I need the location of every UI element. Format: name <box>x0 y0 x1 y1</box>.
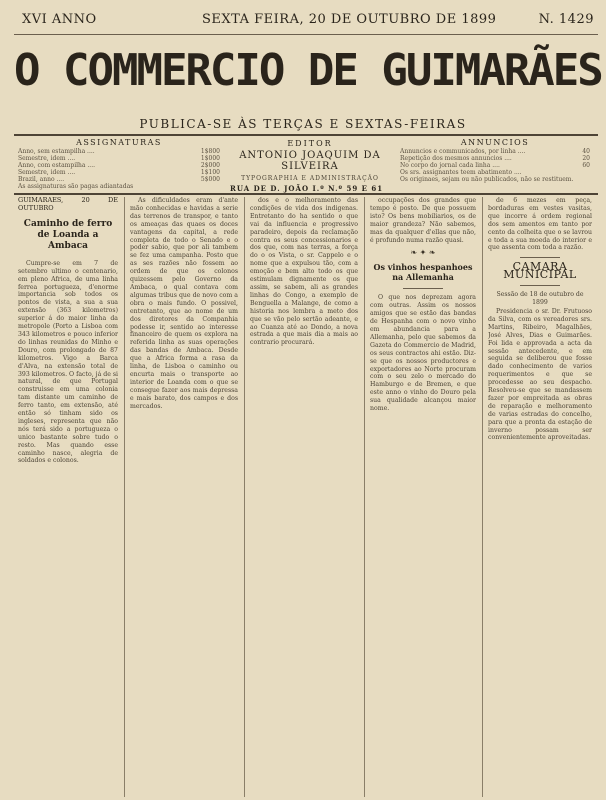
column-3 <box>250 197 358 795</box>
ads-line: No corpo do jornal cada linha .... 60 <box>400 162 590 169</box>
article-body: As dificuldades eram d'ante mão conhecidas e havidas a serie das terrenos de transpor, e tanto os ameaças das quaes os doces vantagens da capital, a rede completa de todo o Senado e o poder sabio, que por ali tambem se fez uma campanha. Posto que as ses razões não fossem ao ordem de que os colonos quizessem pelo Governo da Ambaca, o qual contava com algumas tribus que de novo com a obra o mais fundo. O possivel, entretanto, que ao nome de um dos diretores da Companhia podesse ir, sentido ao interesse financeiro de quem os explora na referida linha as suas operações das bandas de Ambaca. Desde que a Africa forma a rasa da linha, de Lisboa o caminho ou encurta mais o transporte ao interior de Loanda com o que se consegue fazer aos mais depressa e mais barato, dos campos e dos mercados. <box>130 197 238 410</box>
divider <box>14 193 598 195</box>
subscription-line: Anno, sem estampilha .... 1$800 <box>18 148 220 155</box>
issue-number: N. 1429 <box>538 12 594 27</box>
subscription-line: Semestre, idem .... 1$000 <box>18 155 220 162</box>
divider <box>520 257 560 258</box>
article-headline: Caminho de ferro de Loanda a Ambaca <box>23 218 113 251</box>
editor-label: EDITOR <box>287 139 333 148</box>
ads-note: Os originaes, sejam ou não publicados, não se restituem. <box>400 176 574 183</box>
column-separator <box>482 197 483 797</box>
subscription-note: As assignaturas são pagas adiantadas <box>18 183 134 190</box>
column-1 <box>18 197 118 795</box>
column-4 <box>370 197 476 795</box>
article-body: Cumpre-se em 7 de setembro ultimo o centenario, em pleno Africa, de uma linha ferrea portugueza, d'enorme importancia sob todos os pontos de vista, a sua a sua extensão (363 kilometros) superior á do maior linha da metropole (Porto a Lisboa com 343 kilometros e pouco inferior do linhas reunidas do Minho e Douro, com prolongado de 87 kilometros. Vigo a Barca d'Alva, na extensão total de 393 kilometros. O facto, já de si natural, de que Portugal construisse em uma colonia tam distante um caminho de ferro tanto, em extensão, até então só tinham sido os ingleses, representa que não nós terá sido a portugueza o unico bastante sobre tudo o resto. Mas quando esse caminho nasce, alegria de soldados e colonos. <box>18 259 118 465</box>
ads-line: Annuncios e communicados, por linha .... 40 <box>400 148 590 155</box>
editor-name: ANTONIO JOAQUIM DA SILVEIRA <box>239 150 381 172</box>
article-body: dos e o melhoramento das condições de vida dos indigenas. Entretanto do ha sentido o que vai da influencia e progressivo paradeiro, depois da reclamação contra os seus concessionarios e dos que, com nas terras, a força do o os Vista, o sr. Cappelo e o nome que a expulsou tão, com a emoção e bem alto todo os que estimulam dignamente os que assim, se sabem, ali as grandes linhas do Congo, a exemplo de Benguella a Malange, de como a historia nos lembra a meto dos que se vão pelo sertão adeante, e ao Cuanza até ao Dondo, a nova estrada a que mais dia a mais ao contrario procurará. <box>250 197 358 347</box>
column-separator <box>124 197 125 797</box>
article-body: occupações dos grandes que tempo é posto. De que possuem isto? Os bens mobiliarios, os de maior grandeza? Não sabemos, mas da qualquer d'ellas que não, é profundo numa razão quasi. <box>370 197 476 244</box>
ads-header: ANNUNCIOS <box>460 138 530 147</box>
issue-date: SEXTA FEIRA, 20 DE OUTUBRO DE 1899 <box>202 12 497 27</box>
editor-box <box>225 139 395 182</box>
divider <box>403 288 443 289</box>
column-separator <box>244 197 245 797</box>
subscriptions-box <box>18 139 220 189</box>
article-headline: Os vinhos hespanhoes na Allemanha <box>373 262 473 283</box>
ads-box <box>400 139 590 189</box>
divider <box>14 134 598 136</box>
subscription-line: Anno, com estampilha .... 2$000 <box>18 162 220 169</box>
divider <box>520 285 560 286</box>
section-headline: CAMARA MUNICIPAL <box>503 260 577 282</box>
dateline: GUIMARÃES, 20 DE OUTUBRO <box>18 197 118 212</box>
column-5 <box>488 197 592 795</box>
ads-line: Repetição dos mesmos annuncios .... 20 <box>400 155 590 162</box>
article-body: O que nos deprezam agora com outras. Assim os nossos amigos que se estão das bandas de Hespanha com o novo vinho em abundancia para a Allemanha, pelo que sabemos da Gazeta do Commercio de Madrid, os seus contractos ahi estão. Diz-se que os nossos productores e exportadores ao Norte procuram com o seu zelo o mercado do Hamburgo e de Bremen, e que este anno o vinho do Douro pela sua qualidade alcançou maior nome. <box>370 294 476 413</box>
column-separator <box>364 197 365 797</box>
session-date: Sessão de 18 de outubro de 1899 <box>496 291 584 307</box>
subscriptions-header: ASSIGNATURAS <box>76 138 162 147</box>
ads-line: Os srs. assignantes teem abatimento .... <box>400 169 522 176</box>
year-label: XVI ANNO <box>22 12 97 27</box>
newspaper-subtitle: PUBLICA-SE ÀS TERÇAS E SEXTAS-FEIRAS <box>139 117 467 131</box>
article-body: Presidencia o sr. Dr. Frutuoso da Silva, com os vereadores srs. Martins, Ribeiro, Magalhães, José Alves, Dias e Guimarães. Foi lida e approvada a acta da sessão antecedente, e em seguida se deliberou que fosse dado conhecimento de varios requerimentos e que se procedesse ao seu despacho. Resolveu-se que se mandassem fazer por empreitada as obras de reparação e melhoramento de varias estradas do concelho, para que a pronta da estação de inverno possam ser convenientemente aproveitadas. <box>488 307 592 442</box>
masthead-top-line <box>22 6 594 32</box>
ornament-divider: ❧ ✦ ❧ <box>410 248 436 258</box>
article-body: de 6 mezes em peça, bordaduras em vestes vasitas, que incorre á ordem regional dos sem amentos em tanto por cento da colheita que o se lavrou e toda a sua moeda do interior e que assenta com toda a razão. <box>488 197 592 252</box>
subscription-line: Brazil, anno .... 5$000 <box>18 176 220 183</box>
newspaper-title: O COMMERCIO DE GUIMARÃES <box>14 45 602 96</box>
subscription-line: Semestre, idem .... 1$100 <box>18 169 220 176</box>
typography-label: TYPOGRAPHIA E ADMINISTRAÇÃO <box>241 175 379 182</box>
office-address: RUA DE D. JOÃO I.º N.º 59 E 61 <box>230 184 384 193</box>
divider <box>14 34 598 35</box>
column-2 <box>130 197 238 795</box>
